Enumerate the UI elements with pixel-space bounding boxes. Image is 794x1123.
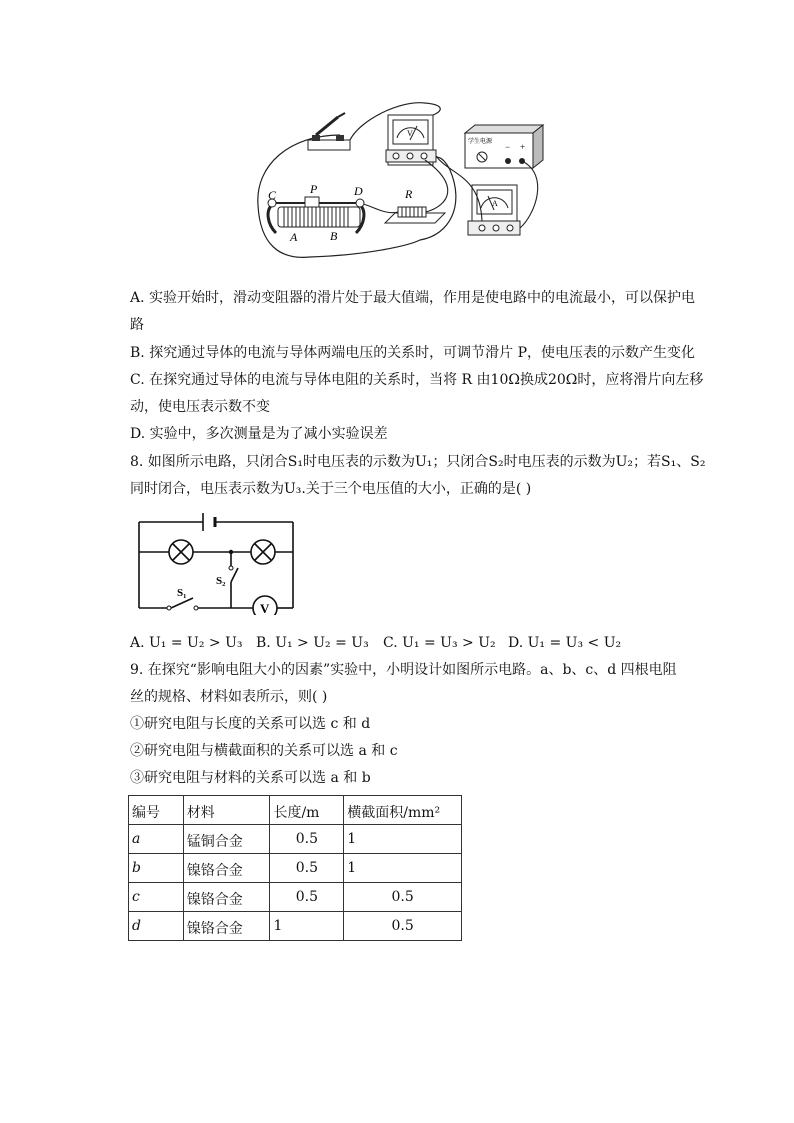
table-header-cell: 编号 [129, 796, 184, 825]
q9-stem-line2: 丝的规格、材料如表所示，则( ) [130, 689, 328, 705]
q9-statement-1: ①研究电阻与长度的关系可以选 c 和 d [130, 716, 371, 732]
table-cell: 1 [344, 854, 462, 883]
q7-option-d: D. 实验中，多次测量是为了减小实验误差 [130, 426, 388, 442]
q7-option-a-cont: 路 [130, 317, 144, 333]
table-cell: c [129, 883, 184, 912]
label-r: R [405, 187, 413, 201]
table-cell: 0.5 [270, 854, 344, 883]
q9-statement-3: ③研究电阻与材料的关系可以选 a 和 b [130, 770, 371, 786]
table-cell: 镍铬合金 [183, 854, 270, 883]
table-cell: 镍铬合金 [183, 883, 270, 912]
q8-stem-line2: 同时闭合，电压表示数为U₃.关于三个电压值的大小，正确的是( ) [130, 481, 532, 497]
q8-option-a: A. U₁ = U₂ > U₃ [130, 635, 243, 651]
voltmeter-v-label: V [260, 601, 270, 615]
q8-option-c: C. U₁ = U₃ > U₂ [383, 635, 496, 651]
table-row [129, 912, 462, 941]
table-cell: 0.5 [344, 912, 462, 941]
table-cell: a [129, 825, 184, 854]
table-cell: 锰铜合金 [183, 825, 270, 854]
label-b: B [330, 229, 338, 243]
table-cell: 镍铬合金 [183, 912, 270, 941]
q8-stem-line1: 8. 如图所示电路，只闭合S₁时电压表的示数为U₁；只闭合S₂时电压表的示数为U₂；若S₁、S₂ [130, 454, 706, 470]
table-cell: d [129, 912, 184, 941]
q7-option-c-cont: 动，使电压表示数不变 [130, 399, 270, 415]
ammeter-symbol: A [492, 199, 498, 208]
q9-spec-table [128, 795, 462, 941]
resistor-r [385, 207, 445, 223]
label-p: P [310, 182, 318, 196]
table-header-row [129, 796, 462, 825]
table-row [129, 825, 462, 854]
label-d: D [354, 184, 363, 198]
q7-option-b: B. 探究通过导体的电流与导体两端电压的关系时，可调节滑片 P，使电压表的示数产生变化 [130, 345, 696, 361]
table-row [129, 883, 462, 912]
table-cell: 0.5 [270, 883, 344, 912]
voltmeter-symbol: V [407, 129, 413, 138]
label-a: A [290, 230, 298, 244]
power-supply-label: 学生电源 [468, 139, 493, 145]
table-cell: 1 [270, 912, 344, 941]
svg-text:−: − [505, 142, 511, 152]
table-row [129, 854, 462, 883]
table-cell: 0.5 [270, 825, 344, 854]
q8-option-d: D. U₁ = U₃ < U₂ [508, 635, 622, 651]
q7-option-a: A. 实验开始时，滑动变阻器的滑片处于最大值端，作用是使电路中的电流最小，可以保护电 [130, 290, 696, 306]
table-cell: b [129, 854, 184, 883]
table-cell: 1 [344, 825, 462, 854]
q9-statement-2: ②研究电阻与横截面积的关系可以选 a 和 c [130, 743, 398, 759]
knife-switch [308, 113, 350, 150]
table-header-cell: 长度/m [270, 796, 344, 825]
svg-text:+: + [520, 142, 526, 152]
rheostat [268, 197, 364, 233]
q8-option-b: B. U₁ > U₂ = U₃ [256, 635, 369, 651]
apparatus-figure [250, 95, 550, 265]
table-header-cell: 横截面积/mm² [344, 796, 462, 825]
power-supply-device [465, 125, 543, 168]
q8-circuit-diagram [133, 510, 298, 615]
s2-label: S₂ [216, 575, 226, 587]
table-cell: 0.5 [344, 883, 462, 912]
ammeter-device [468, 185, 520, 235]
table-header-cell: 材料 [183, 796, 270, 825]
s1-label: S₁ [177, 587, 187, 599]
q7-option-c: C. 在探究通过导体的电流与导体电阻的关系时，当将 R 由10Ω换成20Ω时，应将滑片向左移 [130, 372, 704, 388]
voltmeter-device [386, 115, 436, 165]
label-c: C [268, 188, 277, 202]
q9-stem-line1: 9. 在探究“影响电阻大小的因素”实验中，小明设计如图所示电路。a、b、c、d 四根电阻 [130, 662, 677, 678]
